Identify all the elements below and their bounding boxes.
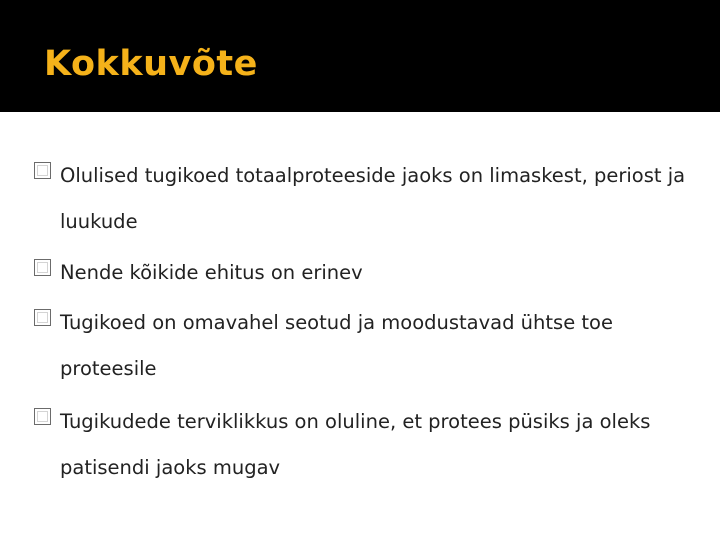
bullet-text: Tugikoed on omavahel seotud ja moodustavad ühtse toe proteesile xyxy=(60,311,613,380)
bullet-marker-icon xyxy=(34,162,51,179)
bullet-item xyxy=(34,250,704,296)
bullet-text: Nende kõikide ehitus on erinev xyxy=(60,261,363,284)
bullet-text: Tugikudede terviklikkus on oluline, et protees püsiks ja oleks patisendi jaoks mugav xyxy=(60,410,651,479)
bullet-item xyxy=(34,153,704,245)
bullet-marker-icon xyxy=(34,408,51,425)
bullet-item xyxy=(34,300,704,392)
bullet-marker-icon xyxy=(34,259,51,276)
bullet-item xyxy=(34,399,704,491)
bullet-marker-icon xyxy=(34,309,51,326)
bullet-text: Olulised tugikoed totaalproteeside jaoks on limaskest, periost ja luukude xyxy=(60,164,686,233)
slide-title: Kokkuvõte xyxy=(44,44,258,84)
title-bar xyxy=(0,0,720,112)
